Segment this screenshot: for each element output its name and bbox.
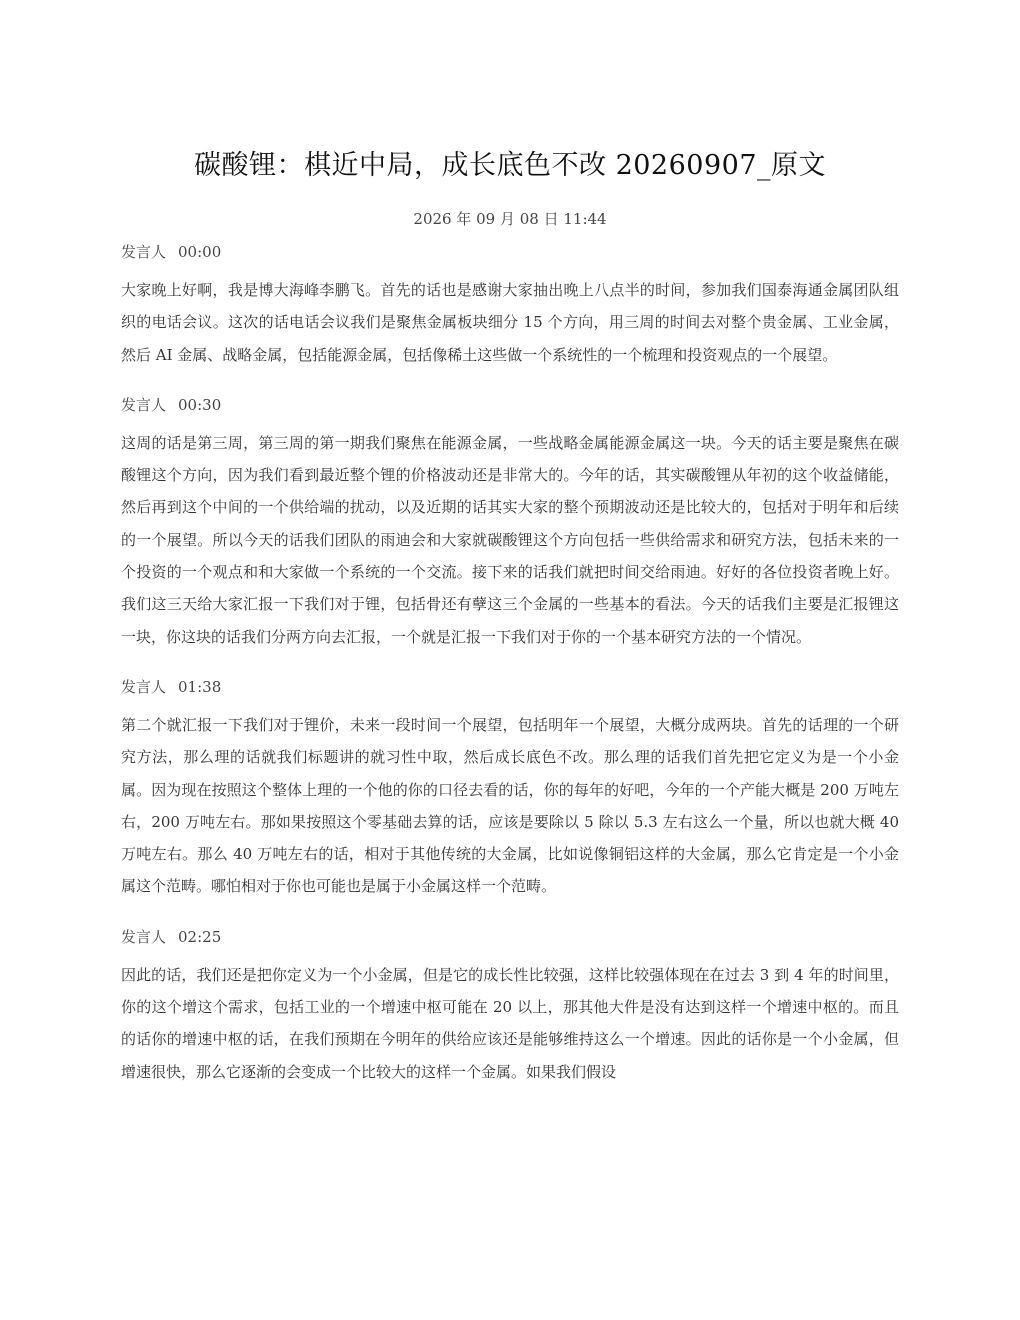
transcript-paragraph: 第二个就汇报一下我们对于锂价，未来一段时间一个展望，包括明年一个展望，大概分成两块。首先的话理的一个研究方法，那么理的话就我们标题讲的就习性中取，然后成长底色不改。那么理的话我们首先把它定义为是一个小金属。因为现在按照这个整体上理的一个他的你的口径去看的话，你的每年的好吧，今年的一个产能大概是 200 万吨左右，200 万吨左右。那如果按照这个零基础去算的话，应该是要除以 5 除以 5.3 左右这么一个量，所以也就大概 40 万吨左右。那么 40 万吨左右的话，相对于其他传统的大金属，比如说像铜铝这样的大金属，那么它肯定是一个小金属这个范畴。哪怕相对于你也可能也是属于小金属这样一个范畴。 <box>121 715 899 896</box>
timestamp: 00:30 <box>178 395 222 414</box>
speaker-label: 发言人 <box>121 927 167 946</box>
transcript-section <box>121 927 899 1088</box>
transcript-paragraph: 因此的话，我们还是把你定义为一个小金属，但是它的成长性比较强，这样比较强体现在在过去 3 到 4 年的时间里，你的这个增这个需求，包括工业的一个增速中枢可能在 20 以上，那其他大件是没有达到这样一个增速中枢的。而且的话你的增速中枢的话，在我们预期在今明年的供给应该还是能够维持这么一个增速。因此的话你是一个小金属，但增速很快，那么它逐渐的会变成一个比较大的这样一个金属。如果我们假设 <box>121 965 899 1081</box>
timestamp: 00:00 <box>178 243 222 261</box>
transcript-section <box>121 395 899 653</box>
transcript-section <box>121 242 899 371</box>
speaker-line <box>121 677 899 697</box>
document-title: 碳酸锂：棋近中局，成长底色不改 20260907_原文 <box>193 150 826 181</box>
speaker-line <box>121 395 899 415</box>
timestamp: 02:25 <box>178 927 222 946</box>
transcript-paragraph: 这周的话是第三周，第三周的第一期我们聚焦在能源金属，一些战略金属能源金属这一块。今天的话主要是聚焦在碳酸锂这个方向，因为我们看到最近整个锂的价格波动还是非常大的。今年的话，其实碳酸锂从年初的这个收益储能，然后再到这个中间的一个供给端的扰动，以及近期的话其实大家的整个预期波动还是比较大的，包括对于明年和后续的一个展望。所以今天的话我们团队的雨迪会和大家就碳酸锂这个方向包括一些供给需求和研究方法，包括未来的一个投资的一个观点和和大家做一个系统的一个交流。接下来的话我们就把时间交给雨迪。好好的各位投资者晚上好。我们这三天给大家汇报一下我们对于锂，包括骨还有孽这三个金属的一些基本的看法。今天的话我们主要是汇报锂这一块，你这块的话我们分两方向去汇报，一个就是汇报一下我们对于你的一个基本研究方法的一个情况。 <box>121 433 899 646</box>
transcript-paragraph: 大家晚上好啊，我是博大海峰李鹏飞。首先的话也是感谢大家抽出晚上八点半的时间，参加我们国泰海通金属团队组织的电话会议。这次的话电话会议我们是聚焦金属板块细分 15 个方向，用三周的时间去对整个贵金属、工业金属，然后 AI 金属、战略金属，包括能源金属，包括像稀土这些做一个系统性的一个梳理和投资观点的一个展望。 <box>121 281 899 364</box>
speaker-label: 发言人 <box>121 243 167 261</box>
document-date: 2026 年 09 月 08 日 11:44 <box>413 210 607 228</box>
speaker-line <box>121 242 899 262</box>
speaker-line <box>121 927 899 947</box>
transcript-section <box>121 677 899 903</box>
transcript-sections <box>121 242 899 1112</box>
speaker-label: 发言人 <box>121 395 167 414</box>
speaker-label: 发言人 <box>121 677 167 696</box>
timestamp: 01:38 <box>178 677 222 696</box>
